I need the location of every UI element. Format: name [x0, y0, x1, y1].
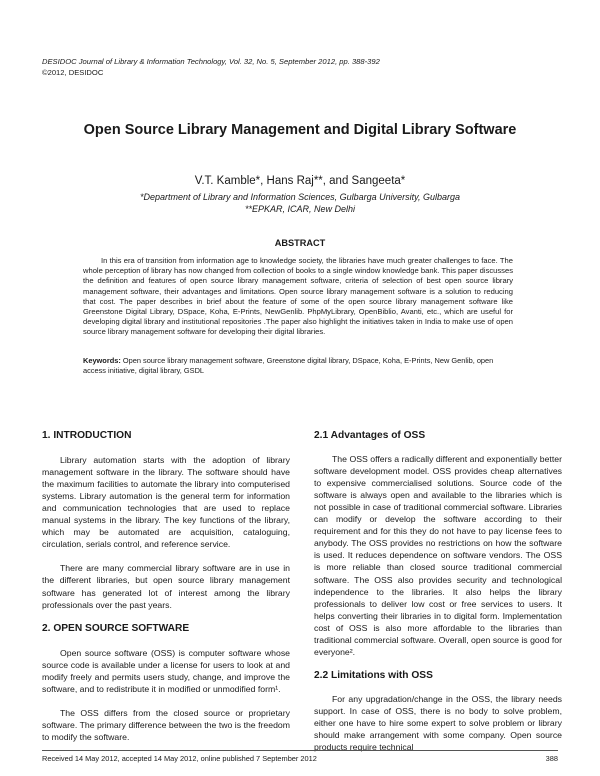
- paragraph: The OSS differs from the closed source or proprietary software. The primary difference between the two is the freedom to modify the software.: [42, 707, 290, 742]
- paper-title: Open Source Library Management and Digital Library Software: [83, 122, 517, 138]
- affiliation-2: **EPKAR, ICAR, New Delhi: [244, 204, 356, 214]
- page-number: 388: [545, 754, 558, 763]
- author-affiliations: [0, 191, 600, 215]
- paragraph: There are many commercial library software are in use in the different libraries, but open source library management software has generated lot of interest among the library professionals over the past years.: [42, 563, 290, 610]
- paragraph: Library automation starts with the adoption of library management software in the library. The software should have the maximum facilities to automate the library into computerised systems. Library automation is the general term for information and communication technologies that are used to replace manual systems in the library. The key functions of the library, which may be automated are acquisition, cataloguing, circulation, serials control, and reference service.: [42, 455, 290, 550]
- abstract-heading: ABSTRACT: [274, 238, 326, 248]
- journal-citation: DESIDOC Journal of Library & Information Technology, Vol. 32, No. 5, September 2012, pp. 388-392: [42, 57, 380, 66]
- section-heading-limitations: 2.2 Limitations with OSS: [314, 669, 433, 681]
- paragraph: For any upgradation/change in the OSS, the library needs support. In case of OSS, there is no body to solve problem, either one have to hire some expert to solve problem or library should make arrangement with some company. Open source products require technical: [314, 693, 562, 753]
- footer-rule: [42, 750, 558, 751]
- paragraph: The OSS offers a radically different and exponentially better software development model. OSS provides cheap alternatives to expensive commercialised solutions. Source code of the software is always open and available to the libraries which is not possible in case of traditional commercial software. Libraries can modify or develop the software according to their requirement and for this they do not have to pay license fees to anybody. The OSS provides no restrictions on how the software is used. It reduces dependence on software vendors. The OSS is more reliable than closed source traditional commercial software. The OSS also provides security and technological independence to the libraries. It also helps the library professionals to deliver low cost or free services to users. It helps converting their libraries in to digital form. Implementation cost of OSS is also more affordable to the libraries than traditional commercial software. Overall, open source is good for everyone².: [314, 454, 562, 657]
- left-column: [42, 430, 290, 755]
- right-column: [314, 430, 562, 765]
- keywords: [83, 356, 513, 376]
- publication-history: Received 14 May 2012, accepted 14 May 2012, online published 7 September 2012: [42, 754, 317, 763]
- paper-authors: V.T. Kamble*, Hans Raj**, and Sangeeta*: [194, 175, 406, 187]
- journal-header: [42, 56, 380, 78]
- section-heading-introduction: 1. INTRODUCTION: [42, 430, 132, 441]
- section-heading-open-source-software: 2. OPEN SOURCE SOFTWARE: [42, 622, 190, 634]
- page-footer: [42, 754, 558, 763]
- abstract-body: In this era of transition from information age to knowledge society, the libraries have much greater challenges to face. The whole perception of library has now changed from collection of books to a single window knowledge bank. This paper discusses the definition and features of open source library management software, criteria of selection of best open source library management software, their advantages and limitations. Open source library management software is a solution to reducing that cost. The paper describes in brief about the feature of some of the open source library management software like Greenstone Digital Library, DSpace, Koha, E-Prints, NewGenlib. PhpMyLibrary, OpenBiblio, Avanti, etc., which are useful for developing digital library and institutional repositories .The paper also highlight the initiatives taken in India to make use of open source library management software for developing their digital libraries.: [83, 256, 513, 337]
- journal-copyright: ©2012, DESIDOC: [42, 68, 104, 77]
- paragraph: Open source software (OSS) is computer software whose source code is available under a license for users to look at and modify freely and permits users study, change, and improve the software, and to redistribute it in modified or unmodified form¹.: [42, 647, 290, 694]
- keywords-list: Open source library management software, Greenstone digital library, DSpace, Koha, E-Prints, New Genlib, open access initiative, digital library, GSDL: [83, 356, 494, 376]
- keywords-label: Keywords:: [83, 356, 121, 365]
- affiliation-1: *Department of Library and Information Sciences, Gulbarga University, Gulbarga: [140, 192, 460, 202]
- section-heading-advantages: 2.1 Advantages of OSS: [314, 430, 426, 441]
